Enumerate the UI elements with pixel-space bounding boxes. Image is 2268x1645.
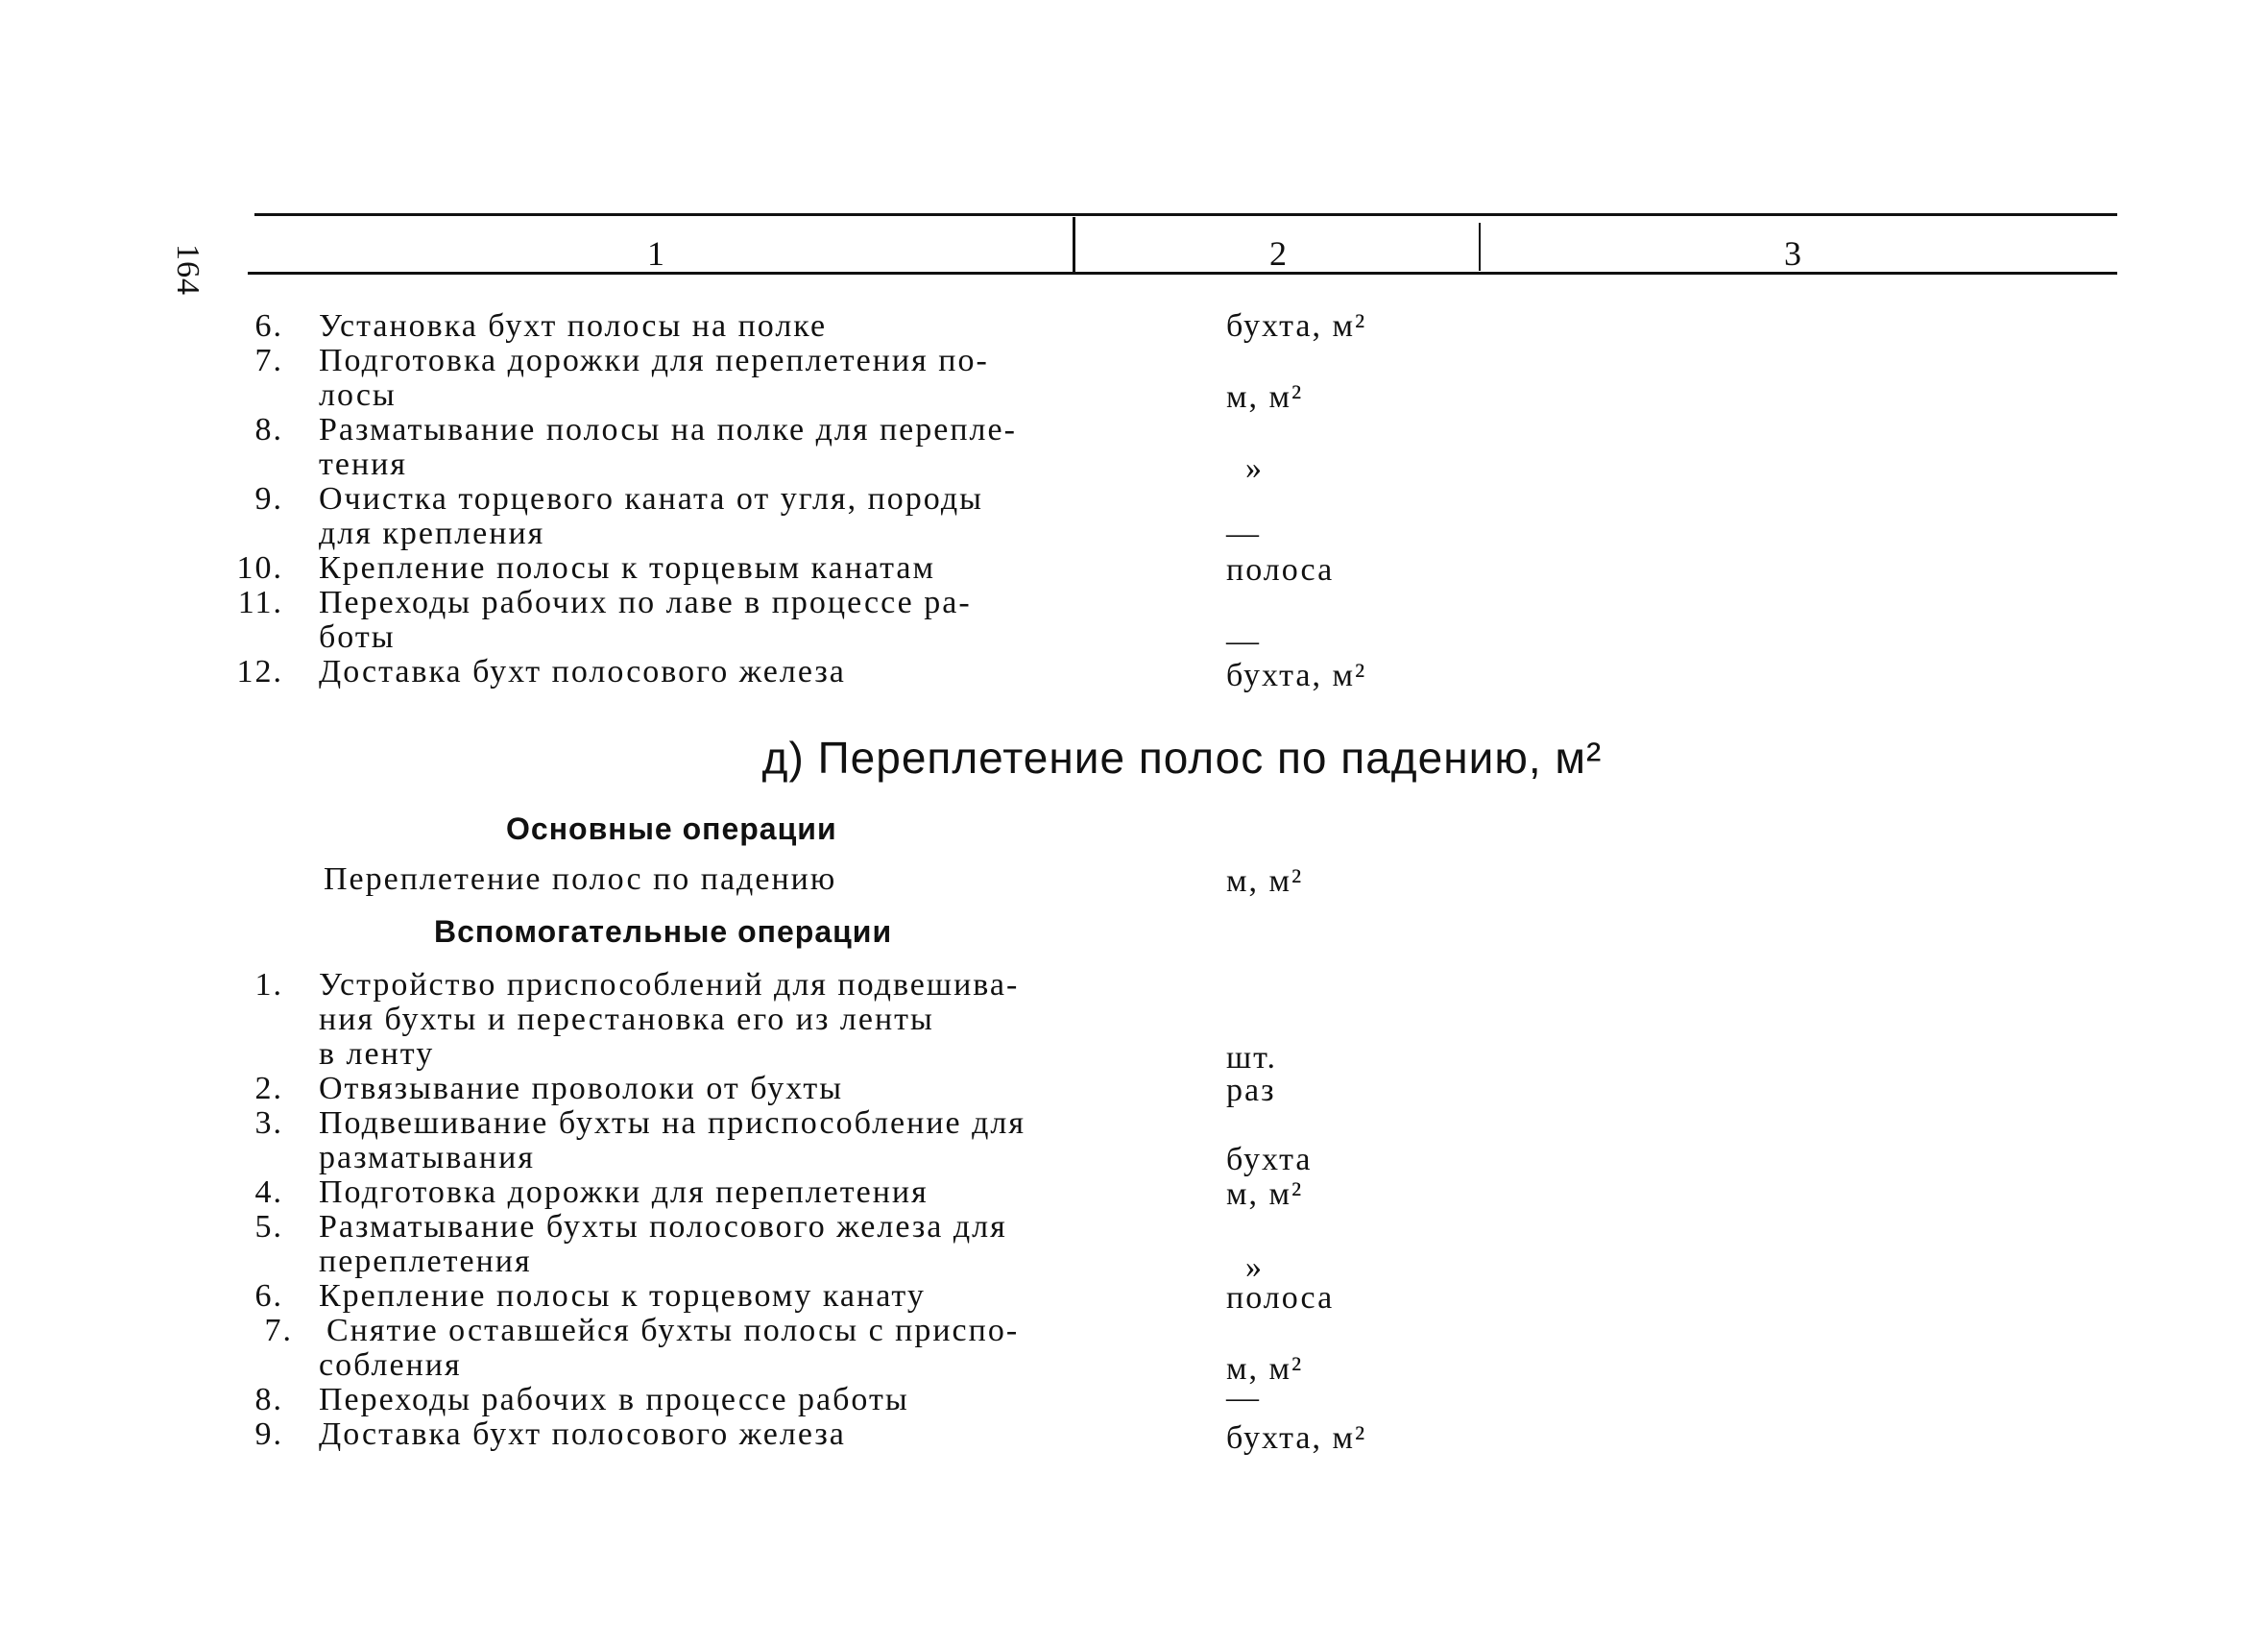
item-unit: полоса [1226,1280,1335,1316]
item-unit: м, м² [1226,1351,1304,1387]
item-number: 4. [254,1174,283,1210]
item-text: Снятие оставшейся бухты полосы с приспо- [326,1313,1020,1348]
item-unit: м, м² [1226,379,1304,415]
main-operations-heading: Основные операции [506,811,837,846]
item-text: Доставка бухт полосового железа [319,654,846,689]
item-number: 8. [254,1382,283,1417]
item-text: Устройство приспособлений для подвешива- [319,967,1020,1003]
item-number: 7. [254,343,283,378]
item-unit: раз [1226,1073,1276,1108]
item-text: в ленту [319,1036,435,1072]
page-number: 164 [170,244,205,296]
item-text: ния бухты и перестановка его из ленты [319,1002,934,1037]
item-text: переплетения [319,1244,532,1279]
item-unit: бухта [1226,1142,1313,1177]
item-text: Доставка бухт полосового железа [319,1416,846,1452]
item-text: Подготовка дорожки для переплетения [319,1174,929,1210]
item-number: 10. [236,550,283,586]
item-text: Подготовка дорожки для переплетения по- [319,343,989,378]
item-number: 2. [254,1071,283,1106]
item-number: 9. [254,1416,283,1452]
item-number: 6. [254,1278,283,1314]
item-unit: м, м² [1226,863,1304,899]
item-unit: бухта, м² [1226,1420,1367,1456]
item-text: Очистка торцевого каната от угля, породы [319,481,983,517]
item-text: для крепления [319,516,545,551]
column-header-2: 2 [1269,234,1287,273]
header-top-rule [254,213,2117,216]
header-divider-2 [1479,223,1481,271]
item-unit: » [1245,1249,1264,1285]
item-text: Крепление полосы к торцевому канату [319,1278,926,1314]
item-text: разматывания [319,1140,535,1175]
item-unit: м, м² [1226,1176,1304,1212]
item-text: тения [319,447,407,482]
item-unit: — [1226,623,1261,659]
item-number: 9. [254,481,283,517]
item-unit: бухта, м² [1226,658,1367,693]
item-text: Подвешивание бухты на приспособление для [319,1105,1026,1141]
item-text: собления [319,1347,462,1383]
item-number: 7. [264,1313,293,1348]
item-text: Отвязывание проволоки от бухты [319,1071,844,1106]
item-number: 12. [236,654,283,689]
item-text: Установка бухт полосы на полке [319,308,828,344]
item-number: 1. [254,967,283,1003]
header-bottom-rule [248,272,2117,275]
item-number: 5. [254,1209,283,1245]
section-title: д) Переплетение полос по падению, м² [761,733,1603,783]
item-text: Крепление полосы к торцевым канатам [319,550,936,586]
item-text: лосы [319,377,397,413]
item-text: Разматывание бухты полосового железа для [319,1209,1007,1245]
item-number: 6. [254,308,283,344]
item-text: Переплетение полос по падению [324,861,837,897]
item-number: 8. [254,412,283,448]
item-unit: » [1245,450,1264,486]
header-divider-1 [1073,217,1075,273]
item-text: Переходы рабочих в процессе работы [319,1382,909,1417]
item-number: 11. [237,585,283,620]
item-text: боты [319,619,396,655]
aux-operations-heading: Вспомогательные операции [434,914,893,949]
item-unit: полоса [1226,552,1335,588]
item-unit: шт. [1226,1040,1277,1076]
item-unit: бухта, м² [1226,308,1367,344]
item-text: Переходы рабочих по лаве в процессе ра- [319,585,972,620]
item-unit: — [1226,1380,1261,1415]
column-header-1: 1 [647,234,664,273]
item-unit: — [1226,516,1261,551]
item-number: 3. [254,1105,283,1141]
item-text: Разматывание полосы на полке для перепле- [319,412,1017,448]
column-header-3: 3 [1784,234,1801,273]
